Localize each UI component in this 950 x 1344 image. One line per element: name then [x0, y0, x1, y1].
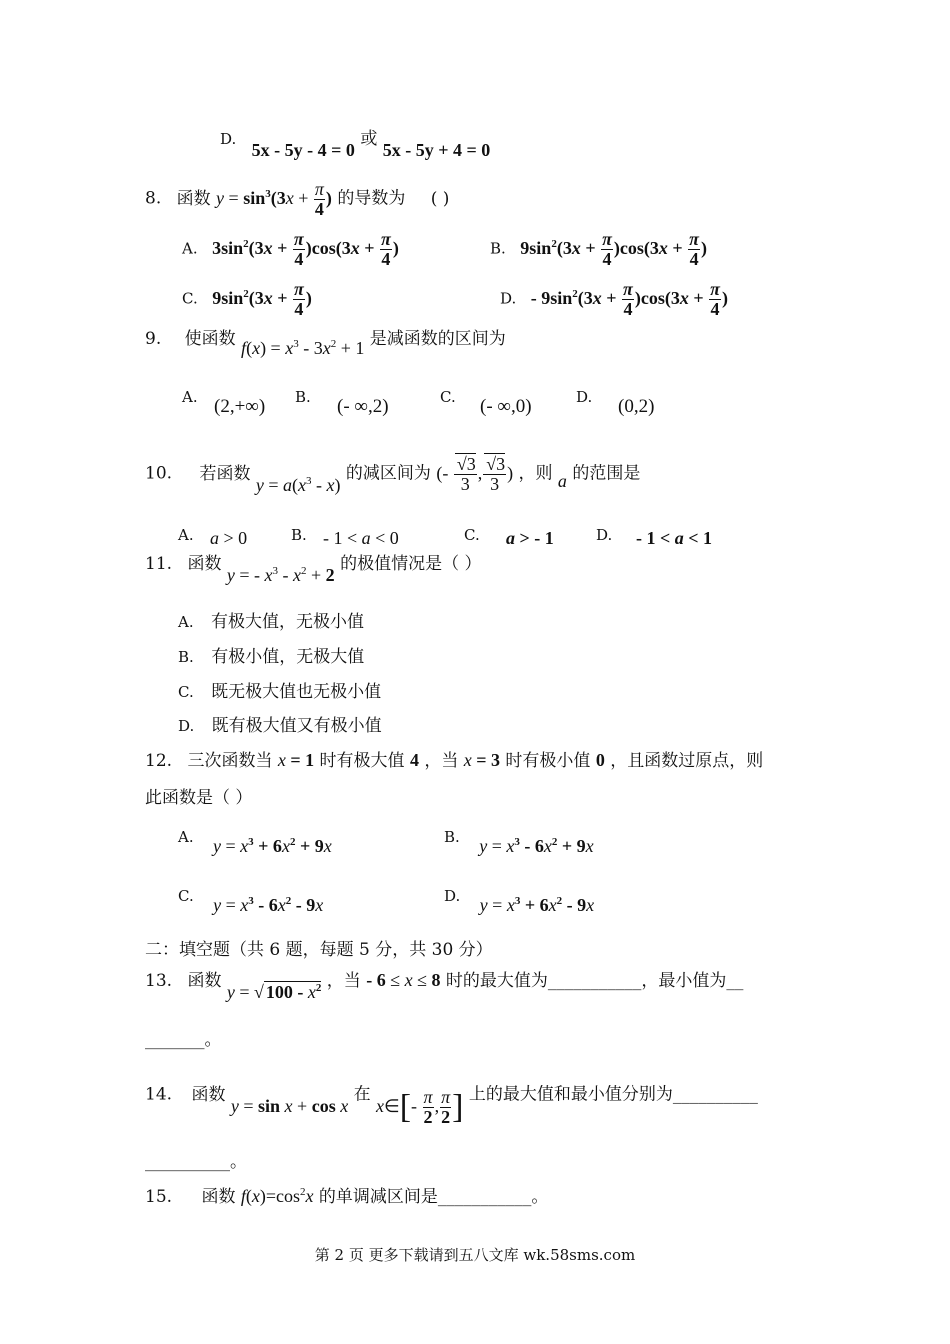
option-label: C.	[440, 388, 456, 406]
option-expr: $y = x^3 + 6x^2 + 9x$	[213, 836, 332, 856]
q9-option-a: (2,+∞)	[214, 396, 266, 417]
q11-option-a	[178, 612, 364, 632]
option-label: D.	[444, 887, 461, 905]
question-stem: 若函数	[199, 463, 251, 484]
q13-function: y = √ $100 - x^2$	[226, 982, 322, 1002]
page-footer: 第 2 页 更多下载请到五八文库 wk.58sms.com	[314, 1246, 636, 1264]
q11-option-d	[178, 716, 382, 736]
q12-expr: 0	[595, 750, 605, 770]
question-number: 10.	[145, 463, 173, 484]
option-label: A.	[178, 613, 194, 631]
q13-continuation: _______。	[145, 1030, 222, 1050]
option-label: A.	[182, 239, 198, 258]
q12-option-c	[178, 885, 324, 915]
question-number: 13.	[145, 971, 173, 991]
q10-option-a: a > 0	[210, 528, 248, 548]
q11-function: y = - $x^3 - x^2 + 2$	[226, 565, 335, 585]
q12-expr: x = 3	[463, 750, 501, 770]
question-stem: ，当	[326, 971, 361, 991]
question-stem: 的导数为	[337, 188, 406, 209]
q14-domain: x∈[- $\frac{\pi}{2}$ , $\frac{\pi}{2}$ ]	[376, 1087, 464, 1127]
question-stem: 时有极大值	[319, 751, 405, 771]
option-label: C.	[464, 526, 480, 544]
question-stem: 函数	[201, 1187, 236, 1207]
q12-option-b	[444, 826, 594, 856]
q10-function: $y = a(x^3 - x)$	[255, 474, 341, 495]
q12-expr: 4	[409, 750, 419, 770]
question-12-line2	[145, 788, 252, 808]
option-label: A.	[178, 828, 194, 846]
option-label: D.	[576, 388, 593, 406]
question-11	[145, 553, 482, 585]
option-text: 既有极大值又有极小值	[211, 716, 382, 736]
option-label: C.	[178, 683, 194, 701]
q8-function: $y = \sin^3(3x$ + $\frac{\pi}{4}$ )	[216, 179, 332, 219]
question-stem: 函数	[176, 188, 211, 209]
q11-option-b	[178, 647, 364, 667]
q12-option-a	[178, 826, 332, 856]
question-stem: 时有极小值	[505, 751, 591, 771]
question-stem: 使函数	[184, 329, 236, 349]
question-number: 12.	[145, 751, 173, 771]
question-stem: 三次函数当	[187, 751, 273, 771]
question-stem: 此函数是（ ）	[145, 788, 253, 808]
question-stem: ，当	[424, 751, 459, 771]
question-15	[145, 1186, 548, 1208]
q7d-eq1: 5x - 5y - 4 = 0	[251, 140, 355, 160]
option-expr: $y = x^3 - 6x^2 - 9x$	[213, 895, 324, 915]
question-stem: ，且函数过原点，则	[610, 751, 764, 771]
option-expr: $y = x^3 - 6x^2 + 9x$	[479, 836, 594, 856]
question-stem: 的范围是	[572, 463, 641, 484]
q7d-eq2: 5x - 5y + 4 = 0	[382, 140, 491, 160]
question-stem: 上的最大值和最小值分别为__________	[468, 1084, 758, 1105]
question-stem: 是减函数的区间为	[369, 329, 506, 349]
question-stem: 的单调减区间是___________。	[318, 1187, 549, 1207]
question-number: 11.	[145, 554, 173, 574]
option-label: A.	[178, 526, 194, 544]
q9-option-b: (- ∞,2)	[337, 396, 389, 417]
q9-option-c: (- ∞,0)	[480, 396, 532, 417]
option-text: 有极大值，无极小值	[211, 612, 365, 632]
question-number: 9.	[145, 329, 162, 349]
q10-interval: (- $\frac{√3}{3}$ , $\frac{√3}{3}$ )	[436, 454, 514, 494]
question-stem: 函数	[187, 971, 222, 991]
question-stem: 函数	[187, 554, 222, 574]
option-label: C.	[178, 887, 194, 905]
option-label: D.	[178, 717, 195, 735]
q10-option-b: - 1 < a < 0	[323, 528, 399, 548]
question-stem: 的极值情况是（ ）	[340, 554, 482, 574]
question-10	[145, 455, 640, 494]
option-text: 有极小值，无极大值	[211, 647, 365, 667]
q9-function: $f(x) = x^3 - 3x^2 + 1$	[241, 338, 365, 358]
q8-option-b: B. $9\sin^2(3x$ + $\frac{\pi}{4}$ )cos(3x + $\frac{\pi}{4}$ )	[490, 229, 707, 269]
option-label: C.	[182, 289, 198, 308]
option-label: D.	[596, 526, 613, 544]
option-label: A.	[182, 388, 198, 406]
option-label: B.	[295, 388, 311, 406]
question-9	[145, 328, 506, 358]
q14-function: y = sin x + cos x	[230, 1095, 349, 1116]
question-stem: 函数	[191, 1084, 226, 1105]
q8-option-c: C. $9\sin^2(3x$ + $\frac{\pi}{4}$ )	[182, 279, 312, 319]
q13-range: - 6 ≤ x ≤ 8	[366, 970, 441, 990]
question-number: 14.	[145, 1084, 173, 1105]
q8-option-a: A. $3\sin^2(3x$ + $\frac{\pi}{4}$ )cos(3x + $\frac{\pi}{4}$ )	[182, 229, 399, 269]
option-expr: $y = x^3 + 6x^2 - 9x$	[479, 895, 595, 915]
q12-option-d	[444, 885, 595, 915]
q7-option-d	[220, 128, 491, 160]
question-13	[145, 970, 744, 1002]
question-12	[145, 750, 763, 772]
option-text: 既无极大值也无极小值	[211, 682, 382, 702]
question-number: 15.	[145, 1187, 173, 1207]
question-stem: 时的最大值为___________，最小值为__	[445, 971, 744, 991]
q10-var: a	[557, 470, 567, 491]
q10-option-d: - 1 < a < 1	[636, 528, 713, 548]
question-stem: 的减区间为	[345, 463, 431, 484]
q8-option-d: D. - $9\sin^2(3x$ + $\frac{\pi}{4}$ )cos(3x + $\frac{\pi}{4}$ )	[500, 279, 728, 319]
question-14	[145, 1075, 758, 1127]
q7d-or: 或	[360, 129, 378, 149]
q9-option-d: (0,2)	[618, 396, 655, 417]
q14-continuation: __________。	[145, 1152, 247, 1172]
question-stem: ，则	[518, 463, 553, 484]
q12-expr: x = 1	[277, 750, 315, 770]
q15-function: $f(x)=\cos^2x$	[240, 1186, 314, 1206]
q11-option-c	[178, 682, 381, 702]
q10-option-c: a > - 1	[506, 528, 554, 548]
option-label: B.	[490, 239, 506, 258]
section-heading: 二：填空题（共 6 题，每题 5 分，共 30 分）	[145, 940, 493, 960]
option-label: D.	[220, 130, 237, 148]
question-stem: 在	[353, 1084, 371, 1105]
option-label: B.	[444, 828, 460, 846]
question-number: 8.	[145, 188, 162, 209]
question-8	[145, 180, 449, 219]
answer-paren: ( )	[430, 188, 450, 209]
q10-options	[178, 526, 798, 556]
option-label: D.	[500, 289, 517, 308]
q9-options	[182, 388, 782, 428]
option-label: B.	[178, 648, 194, 666]
option-label: B.	[291, 526, 307, 544]
